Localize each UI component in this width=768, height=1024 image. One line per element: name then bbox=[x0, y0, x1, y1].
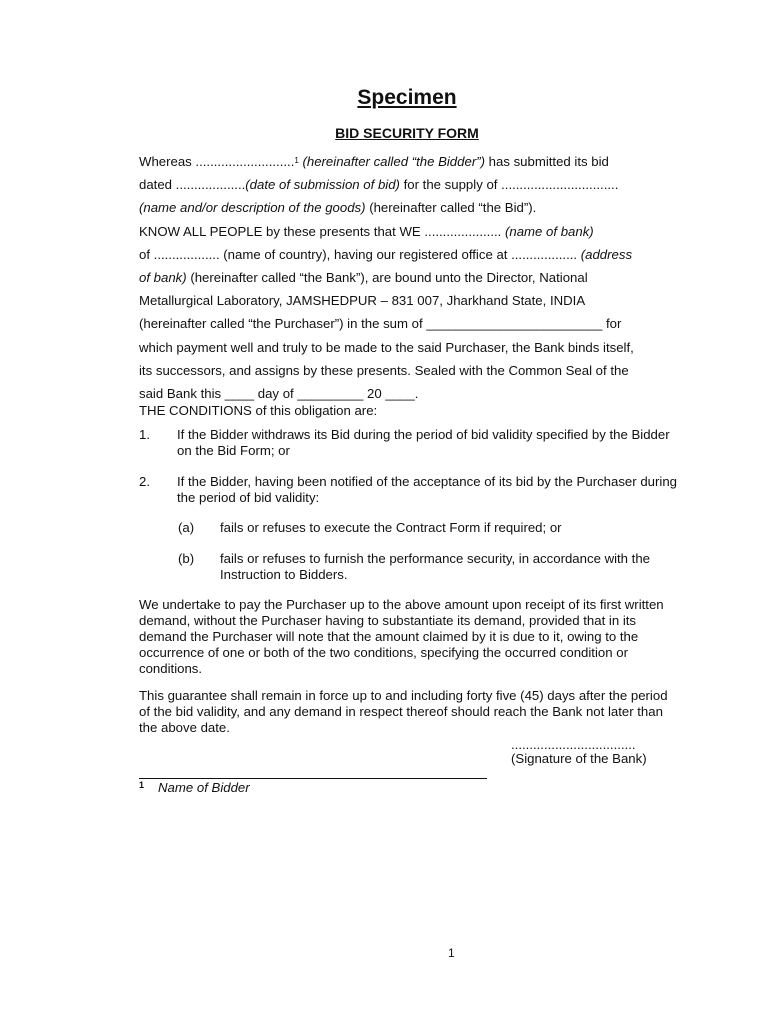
intro-line: of bank) (hereinafter called “the Bank”), are bound unto the Director, National bbox=[139, 270, 588, 286]
condition-item bbox=[139, 474, 679, 506]
intro-line: KNOW ALL PEOPLE by these presents that WE ..................... (name of bank) bbox=[139, 223, 594, 239]
footnote bbox=[139, 780, 250, 795]
signature-label: (Signature of the Bank) bbox=[511, 751, 647, 766]
condition-item bbox=[139, 427, 679, 459]
intro-line: (name and/or description of the goods) (hereinafter called “the Bid”). bbox=[139, 200, 537, 216]
condition-text: If the Bidder withdraws its Bid during the period of bid validity specified by the Bidder on the Bid Form; or bbox=[177, 427, 670, 458]
condition-number: 2. bbox=[139, 474, 150, 489]
guarantee-paragraph: This guarantee shall remain in force up to and including forty five (45) days after the period of the bid validity, and any demand in respect thereof should reach the Bank not later than the above date. bbox=[139, 688, 668, 735]
subcondition-label: (b) bbox=[178, 551, 195, 566]
document-title: Specimen bbox=[357, 86, 457, 109]
intro-line: (hereinafter called “the Purchaser”) in the sum of ________________________ for bbox=[139, 316, 622, 332]
intro-line: said Bank this ____ day of _________ 20 ____. bbox=[139, 386, 419, 402]
footnote-mark: 1 bbox=[139, 780, 145, 790]
subcondition-item bbox=[178, 551, 678, 583]
intro-line: its successors, and assigns by these presents. Sealed with the Common Seal of the bbox=[139, 362, 629, 378]
conditions-heading: THE CONDITIONS of this obligation are: bbox=[139, 403, 378, 418]
condition-text: If the Bidder, having been notified of the acceptance of its bid by the Purchaser during the period of bid validity: bbox=[177, 474, 677, 505]
footnote-separator bbox=[139, 778, 487, 779]
subcondition-item bbox=[178, 520, 678, 536]
subcondition-text: fails or refuses to execute the Contract Form if required; or bbox=[220, 520, 562, 535]
page-number: 1 bbox=[448, 946, 455, 960]
form-subtitle: BID SECURITY FORM bbox=[335, 125, 479, 141]
intro-line: Whereas ...........................$^1$ (hereinafter called “the Bidder”) has submitted its bid bbox=[139, 154, 609, 169]
intro-line: Metallurgical Laboratory, JAMSHEDPUR – 831 007, Jharkhand State, INDIA bbox=[139, 293, 586, 309]
signature-line: .................................. bbox=[511, 737, 636, 752]
footnote-ref: 1 bbox=[294, 156, 299, 165]
condition-number: 1. bbox=[139, 427, 150, 442]
intro-paragraph bbox=[139, 150, 679, 405]
intro-line: of .................. (name of country), having our registered office at .................. (address bbox=[139, 246, 633, 262]
footnote-text: Name of Bidder bbox=[158, 780, 250, 795]
subcondition-text: fails or refuses to furnish the performance security, in accordance with the Instruction to Bidders. bbox=[220, 551, 651, 582]
subcondition-label: (a) bbox=[178, 520, 195, 535]
undertaking-paragraph: We undertake to pay the Purchaser up to the above amount upon receipt of its first written demand, without the Purchaser having to substantiate its demand, provided that in its demand the Purchaser will note that the amount claimed by it is due to it, owing to the occurrence of one or both of the two conditions, specifying the occurred condition or conditions. bbox=[139, 597, 664, 676]
intro-line: which payment well and truly to be made to the said Purchaser, the Bank binds itself, bbox=[139, 339, 634, 355]
intro-line: dated ...................(date of submission of bid) for the supply of ................................ bbox=[139, 177, 619, 193]
